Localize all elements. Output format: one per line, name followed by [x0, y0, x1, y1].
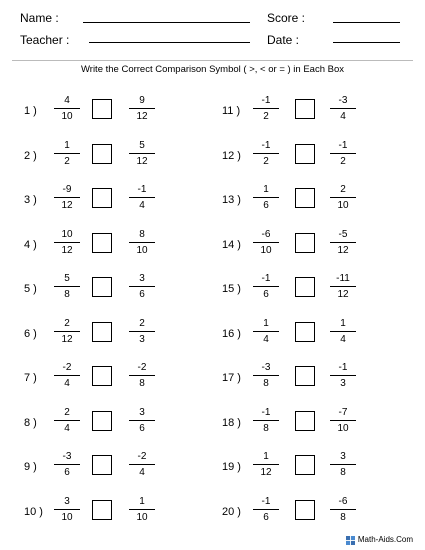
left-fraction-numerator: -1	[253, 95, 279, 109]
problem-number: 10 )	[24, 505, 43, 518]
problem-number: 3 )	[24, 194, 37, 206]
right-fraction-denominator: 8	[340, 511, 346, 523]
left-fraction	[253, 140, 279, 169]
left-fraction-denominator: 6	[263, 511, 269, 523]
left-fraction-numerator: 10	[54, 229, 80, 243]
left-fraction-denominator: 8	[64, 289, 70, 300]
left-fraction	[253, 407, 279, 436]
left-fraction-denominator: 6	[263, 200, 269, 211]
right-fraction-numerator: -1	[129, 184, 155, 198]
header-divider	[12, 60, 413, 61]
right-fraction-numerator: 3	[129, 407, 155, 421]
problem-12	[0, 140, 425, 172]
right-fraction-denominator: 12	[136, 111, 148, 122]
right-fraction-denominator: 6	[139, 289, 145, 300]
answer-box[interactable]	[295, 411, 315, 431]
instructions: Write the Correct Comparison Symbol ( >, < or = ) in Each Box	[80, 64, 345, 75]
left-fraction-numerator: 4	[54, 95, 80, 109]
left-fraction-denominator: 8	[263, 422, 269, 434]
answer-box[interactable]	[295, 99, 315, 119]
left-fraction-denominator: 6	[263, 289, 269, 300]
right-fraction-numerator: -6	[330, 496, 356, 510]
left-fraction-denominator: 2	[263, 111, 269, 122]
problem-number: 18 )	[222, 416, 241, 429]
left-fraction-denominator: 2	[263, 155, 269, 167]
left-fraction-numerator: 3	[54, 496, 80, 510]
teacher-label: Teacher :	[20, 33, 70, 47]
problem-number: 12 )	[222, 149, 241, 162]
right-fraction-denominator: 4	[139, 200, 145, 211]
score-label: Score :	[267, 11, 306, 25]
right-fraction-denominator: 8	[139, 378, 145, 389]
teacher-field[interactable]	[89, 42, 250, 43]
left-fraction	[253, 184, 279, 213]
right-fraction	[330, 95, 356, 124]
left-fraction-denominator: 4	[64, 378, 70, 389]
answer-box[interactable]	[295, 144, 315, 164]
right-fraction-denominator: 10	[136, 244, 148, 256]
problem-17	[0, 362, 425, 394]
date-field[interactable]	[333, 42, 400, 43]
problem-number: 15 )	[222, 283, 241, 295]
right-fraction-denominator: 4	[340, 111, 346, 122]
left-fraction-denominator: 6	[64, 467, 70, 478]
problem-16	[0, 318, 425, 350]
right-fraction	[330, 140, 356, 169]
left-fraction-numerator: 1	[253, 184, 279, 198]
left-fraction-denominator: 12	[61, 333, 73, 345]
right-fraction-numerator: 9	[129, 95, 155, 109]
left-fraction-denominator: 4	[64, 422, 70, 434]
right-fraction	[330, 496, 356, 525]
right-fraction-numerator: -1	[330, 140, 356, 154]
right-fraction-numerator: 1	[129, 496, 155, 510]
problem-number: 5 )	[24, 283, 37, 295]
problem-19	[0, 451, 425, 483]
right-fraction-numerator: -3	[330, 95, 356, 109]
left-fraction-denominator: 2	[64, 155, 70, 167]
left-fraction-numerator: 1	[253, 318, 279, 332]
problem-number: 7 )	[24, 372, 37, 384]
right-fraction-denominator: 3	[340, 378, 346, 389]
answer-box[interactable]	[295, 500, 315, 520]
left-fraction-numerator: -1	[253, 140, 279, 154]
right-fraction-numerator: -7	[330, 407, 356, 421]
right-fraction-denominator: 10	[136, 511, 148, 523]
date-label: Date :	[267, 33, 300, 47]
left-fraction-numerator: -1	[253, 496, 279, 510]
left-fraction-numerator: -3	[54, 451, 80, 465]
left-fraction-numerator: 1	[253, 451, 279, 465]
left-fraction-numerator: -6	[253, 229, 279, 243]
answer-box[interactable]	[295, 366, 315, 386]
math-aids-logo-icon	[346, 536, 355, 545]
left-fraction-numerator: 2	[54, 407, 80, 421]
answer-box[interactable]	[295, 322, 315, 342]
right-fraction-denominator: 8	[340, 467, 346, 478]
problem-number: 19 )	[222, 461, 241, 473]
right-fraction	[330, 318, 356, 347]
right-fraction-numerator: -11	[330, 273, 356, 287]
left-fraction-denominator: 10	[260, 244, 272, 256]
problem-number: 17 )	[222, 372, 241, 384]
problem-15	[0, 273, 425, 305]
problem-number: 11 )	[222, 105, 241, 117]
right-fraction-denominator: 6	[139, 422, 145, 434]
right-fraction-numerator: 5	[129, 140, 155, 154]
left-fraction	[253, 362, 279, 391]
right-fraction-denominator: 2	[340, 155, 346, 167]
left-fraction-denominator: 12	[260, 467, 272, 478]
left-fraction-denominator: 8	[263, 378, 269, 389]
right-fraction	[330, 362, 356, 391]
left-fraction-denominator: 10	[61, 111, 73, 122]
footer	[346, 535, 413, 545]
problem-number: 4 )	[24, 238, 37, 251]
right-fraction-numerator: -1	[330, 362, 356, 376]
left-fraction-numerator: -9	[54, 184, 80, 198]
problem-14	[0, 229, 425, 261]
left-fraction-numerator: -1	[253, 407, 279, 421]
left-fraction-denominator: 4	[263, 333, 269, 345]
left-fraction-numerator: -2	[54, 362, 80, 376]
footer-site: Math-Aids.Com	[357, 535, 413, 544]
problem-13	[0, 184, 425, 216]
left-fraction-numerator: 1	[54, 140, 80, 154]
right-fraction	[330, 273, 356, 302]
left-fraction	[253, 496, 279, 525]
right-fraction	[330, 407, 356, 436]
right-fraction-numerator: 8	[129, 229, 155, 243]
right-fraction-denominator: 3	[139, 333, 145, 345]
problem-20	[0, 496, 425, 528]
right-fraction-numerator: 2	[129, 318, 155, 332]
left-fraction-numerator: -1	[253, 273, 279, 287]
left-fraction	[253, 273, 279, 302]
answer-box[interactable]	[295, 455, 315, 475]
right-fraction-denominator: 4	[340, 333, 346, 345]
right-fraction-denominator: 10	[337, 422, 349, 434]
left-fraction-denominator: 10	[61, 511, 73, 523]
problem-number: 14 )	[222, 238, 241, 251]
problem-number: 1 )	[24, 105, 37, 117]
right-fraction	[330, 451, 356, 480]
problem-11	[0, 95, 425, 127]
problem-number: 8 )	[24, 416, 37, 429]
right-fraction-numerator: 3	[330, 451, 356, 465]
right-fraction-numerator: -5	[330, 229, 356, 243]
problem-number: 6 )	[24, 327, 37, 340]
problem-18	[0, 407, 425, 439]
right-fraction	[330, 229, 356, 258]
right-fraction-denominator: 4	[139, 467, 145, 478]
right-fraction-denominator: 10	[337, 200, 349, 211]
name-label: Name :	[20, 11, 59, 25]
right-fraction-numerator: -2	[129, 451, 155, 465]
right-fraction-numerator: 3	[129, 273, 155, 287]
right-fraction-numerator: 1	[330, 318, 356, 332]
name-field[interactable]	[83, 22, 250, 23]
problem-number: 2 )	[24, 149, 37, 162]
answer-box[interactable]	[295, 188, 315, 208]
answer-box[interactable]	[295, 233, 315, 253]
left-fraction-numerator: -3	[253, 362, 279, 376]
problem-number: 20 )	[222, 505, 241, 518]
right-fraction-denominator: 12	[337, 289, 349, 300]
problem-number: 9 )	[24, 461, 37, 473]
left-fraction-numerator: 2	[54, 318, 80, 332]
left-fraction	[253, 95, 279, 124]
left-fraction	[253, 451, 279, 480]
left-fraction	[253, 318, 279, 347]
left-fraction-denominator: 12	[61, 200, 73, 211]
answer-box[interactable]	[295, 277, 315, 297]
right-fraction	[330, 184, 356, 213]
right-fraction-denominator: 12	[337, 244, 349, 256]
right-fraction-numerator: 2	[330, 184, 356, 198]
score-field[interactable]	[333, 22, 400, 23]
left-fraction-numerator: 5	[54, 273, 80, 287]
left-fraction	[253, 229, 279, 258]
problem-number: 16 )	[222, 327, 241, 340]
right-fraction-numerator: -2	[129, 362, 155, 376]
left-fraction-denominator: 12	[61, 244, 73, 256]
problem-number: 13 )	[222, 194, 241, 206]
right-fraction-denominator: 12	[136, 155, 148, 167]
